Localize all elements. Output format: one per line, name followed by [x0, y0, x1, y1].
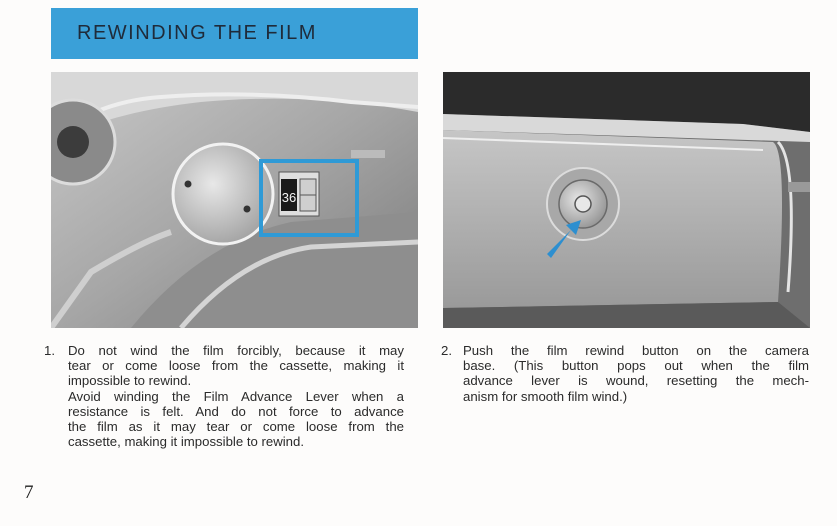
film-counter-number: 36 — [281, 190, 297, 205]
section-title: REWINDING THE FILM — [77, 22, 317, 44]
text-line: impossible to rewind. — [68, 373, 192, 389]
instruction-1-number: 1. — [44, 343, 55, 358]
text-line: advance lever is wound, resetting the mech- — [463, 373, 809, 389]
section-header-banner — [51, 8, 418, 59]
text-line: Do not wind the film forcibly, because it may — [68, 343, 404, 358]
instruction-2-number: 2. — [441, 343, 452, 358]
instruction-1-text — [68, 343, 404, 449]
text-line: Push the film rewind button on the camera — [463, 343, 809, 358]
text-line: resistance is felt. And do not force to advance — [68, 403, 404, 419]
text-line: anism for smooth film wind.) — [463, 388, 628, 404]
text-line: Avoid winding the Film Advance Lever when a — [68, 388, 404, 404]
instruction-2-text — [463, 343, 809, 404]
camera-base-photo — [443, 72, 810, 328]
page-number: 7 — [24, 482, 34, 503]
text-line: tear or come loose from the cassette, making it — [68, 358, 404, 374]
text-line: cassette, making it impossible to rewind. — [68, 434, 305, 450]
film-counter-photo — [51, 72, 418, 328]
text-line: the film as it may tear or come loose from the — [68, 419, 404, 435]
text-line: base. (This button pops out when the film — [463, 358, 809, 374]
